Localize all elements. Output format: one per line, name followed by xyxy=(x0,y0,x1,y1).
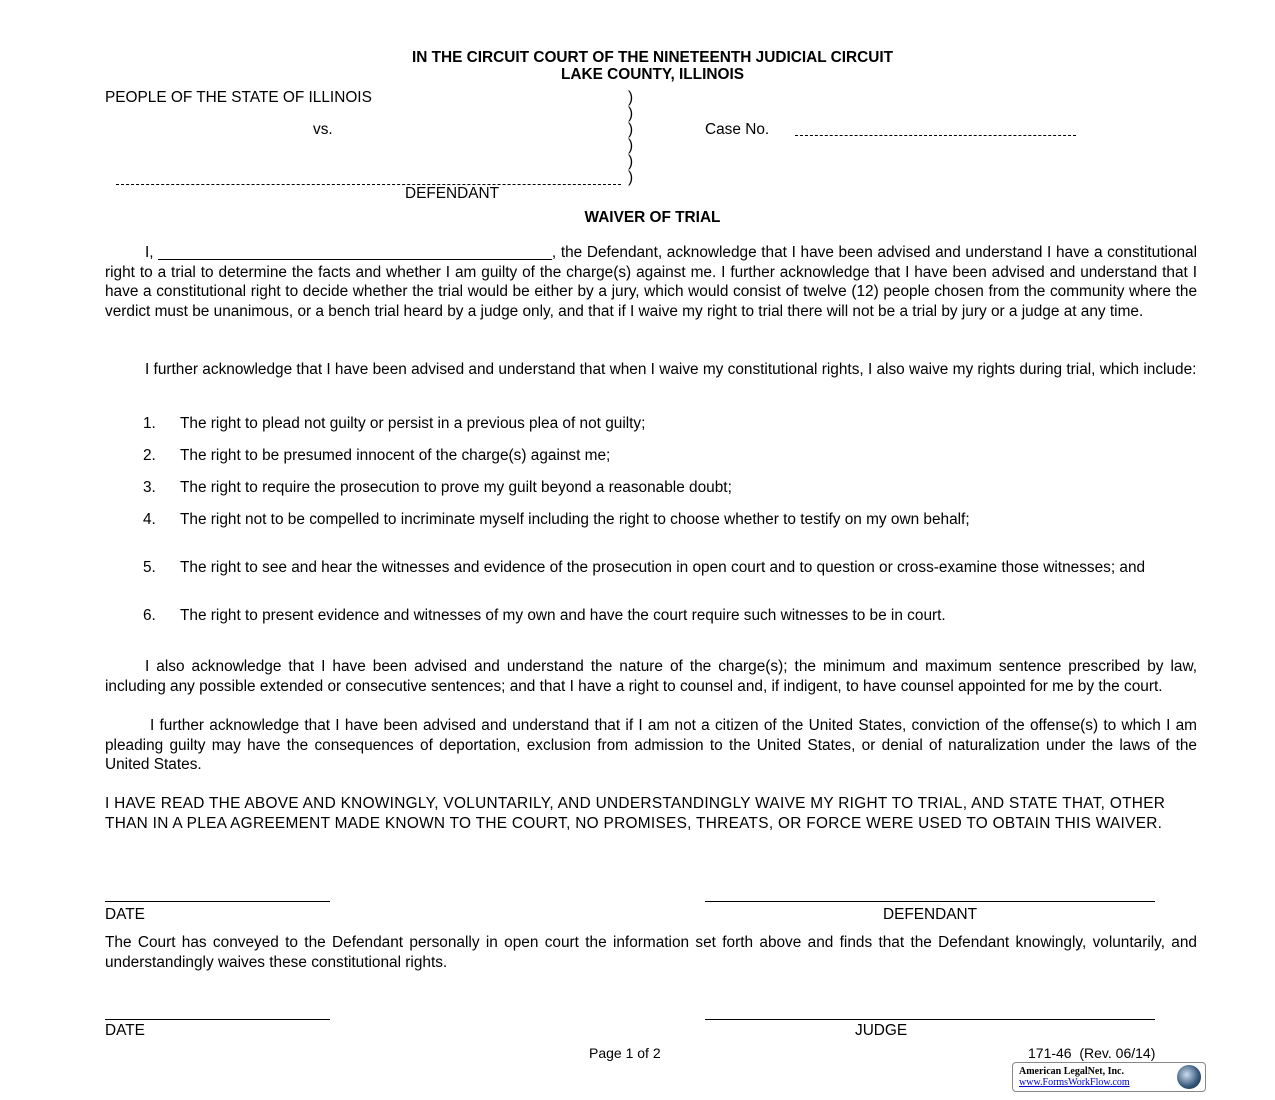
sentence-paragraph: I also acknowledge that I have been advised and understand the nature of the charge(s); the minimum and maximum sentence prescribed by law, including any possible extended or consecutive sentences; and that I have a right to counsel and, if indigent, to have counsel appointed for me by the court. xyxy=(105,658,1197,695)
list-number: 2. xyxy=(143,447,156,464)
defendant-date-line[interactable] xyxy=(105,901,330,902)
list-item xyxy=(105,480,1197,497)
judge-date-line[interactable] xyxy=(105,1019,330,1020)
waiver-intro-paragraph: I further acknowledge that I have been advised and understand that when I waive my constitutional rights, I also waive my rights during trial, which include: xyxy=(145,361,1197,378)
list-text: The right to see and hear the witnesses and evidence of the prosecution in open court and to question or cross-examine those witnesses; and xyxy=(180,559,1146,576)
list-item xyxy=(105,608,1197,625)
list-text: The right to plead not guilty or persist in a previous plea of not guilty; xyxy=(180,415,646,432)
court-finding: The Court has conveyed to the Defendant personally in open court the information set forth above and finds that the Defendant knowingly, voluntarily, and understandingly waives these constitutional rights. xyxy=(105,934,1197,971)
globe-icon xyxy=(1177,1065,1201,1089)
case-no-label: Case No. xyxy=(705,121,770,138)
document-title: WAIVER OF TRIAL xyxy=(584,209,721,226)
waiver-statement: I HAVE READ THE ABOVE AND KNOWINGLY, VOLUNTARILY, AND UNDERSTANDINGLY WAIVE MY RIGHT TO TRIAL, AND STATE THAT, OTHER THAN IN A PLEA AGREEMENT MADE KNOWN TO THE COURT, NO PROMISES, THREATS, OR FORCE WERE USED TO OBTAIN THIS WAIVER. xyxy=(105,795,1166,832)
caption-paren: ) xyxy=(628,105,634,122)
list-number: 5. xyxy=(143,559,156,576)
list-item xyxy=(105,416,1197,433)
defendant-name-line[interactable] xyxy=(116,184,621,185)
form-number: 171-46 (Rev. 06/14) xyxy=(1028,1045,1156,1061)
list-text: The right not to be compelled to incriminate myself including the right to choose whether to testify on my own behalf; xyxy=(180,511,970,528)
court-heading: IN THE CIRCUIT COURT OF THE NINETEENTH JUDICIAL CIRCUIT xyxy=(411,49,894,66)
logo-company: American LegalNet, Inc. xyxy=(1019,1066,1124,1077)
defendant-signature-line[interactable] xyxy=(705,901,1155,902)
list-number: 3. xyxy=(143,479,156,496)
defendant-signature-label: DEFENDANT xyxy=(882,906,978,923)
caption-paren: ) xyxy=(628,89,634,106)
list-item xyxy=(105,512,1197,529)
rights-paragraph: I, ______________________________________________, the Defendant, acknowledge that I have been advised and understand I have a constitutional right to a trial to determine the facts and whether I am guilty of the charge(s) against me. I further acknowledge that I have been advised and understand that I have a constitutional right to decide whether the trial would be either by a jury, which would consist of twelve (12) people chosen from the community where the verdict must be unanimous, or a bench trial heard by a judge only, and that if I waive my right to trial there will not be a trial by jury or a judge at any time. xyxy=(105,244,1197,320)
defendant-caption-label: DEFENDANT xyxy=(405,185,500,202)
judge-signature-line[interactable] xyxy=(705,1019,1155,1020)
list-item xyxy=(105,560,1197,577)
list-number: 1. xyxy=(143,415,156,432)
caption-paren: ) xyxy=(628,153,634,170)
caption-paren: ) xyxy=(628,121,634,138)
caption-paren: ) xyxy=(628,137,634,154)
case-no-field[interactable] xyxy=(795,135,1076,136)
date-label: DATE xyxy=(105,1022,145,1039)
caption-paren: ) xyxy=(628,169,634,186)
date-label: DATE xyxy=(105,906,145,923)
list-text: The right to be presumed innocent of the charge(s) against me; xyxy=(180,447,611,464)
american-legalnet-logo[interactable] xyxy=(1012,1062,1206,1092)
list-text: The right to require the prosecution to prove my guilt beyond a reasonable doubt; xyxy=(180,479,732,496)
logo-url[interactable]: www.FormsWorkFlow.com xyxy=(1019,1077,1130,1088)
county-heading: LAKE COUNTY, ILLINOIS xyxy=(561,66,744,83)
plaintiff-name: PEOPLE OF THE STATE OF ILLINOIS xyxy=(105,89,372,106)
page-number: Page 1 of 2 xyxy=(589,1045,661,1061)
list-item xyxy=(105,448,1197,465)
list-text: The right to present evidence and witnesses of my own and have the court require such witnesses to be in court. xyxy=(180,607,946,624)
citizenship-paragraph: I further acknowledge that I have been advised and understand that if I am not a citizen of the United States, conviction of the offense(s) to which I am pleading guilty may have the consequences of deportation, exclusion from admission to the United States, or denial of naturalization under the laws of the United States. xyxy=(105,717,1197,773)
list-number: 4. xyxy=(143,511,156,528)
list-number: 6. xyxy=(143,607,156,624)
judge-signature-label: JUDGE xyxy=(855,1022,908,1039)
vs-label: vs. xyxy=(313,121,333,138)
